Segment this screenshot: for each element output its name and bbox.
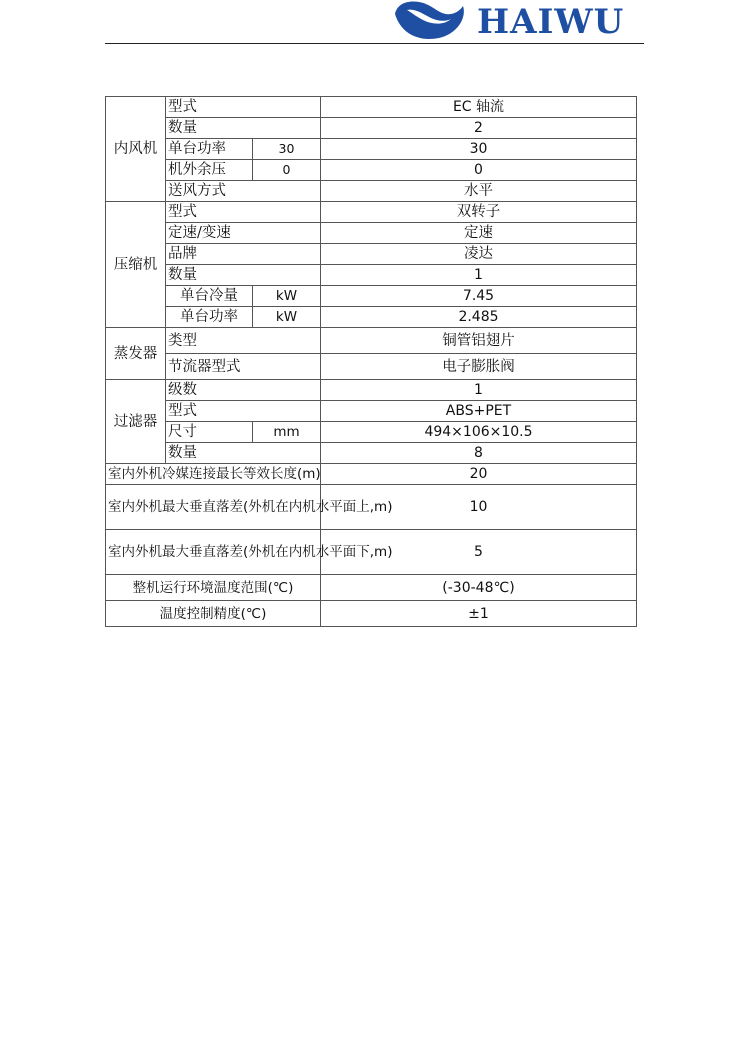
row-label: 定速/变速: [166, 223, 321, 244]
row-unit: 0: [253, 160, 321, 181]
table-row: [106, 485, 637, 530]
table-row: [106, 464, 637, 485]
table-row: [106, 443, 637, 464]
row-value: 0: [321, 160, 637, 181]
row-label: 型式: [166, 97, 321, 118]
table-row: [106, 202, 637, 223]
table-row: [106, 139, 637, 160]
row-value: 2.485: [321, 307, 637, 328]
row-unit: 30: [253, 139, 321, 160]
table-row: [106, 328, 637, 354]
row-label: 单台冷量: [166, 286, 253, 307]
row-value: 2: [321, 118, 637, 139]
row-value: 494×106×10.5: [321, 422, 637, 443]
table-row: [106, 118, 637, 139]
row-label: 型式: [166, 202, 321, 223]
category-indoor-fan: 内风机: [106, 97, 166, 202]
row-value: 7.45: [321, 286, 637, 307]
row-value: 水平: [321, 181, 637, 202]
wave-logo-icon: [393, 0, 473, 44]
table-row: [106, 422, 637, 443]
row-label: 整机运行环境温度范围(℃): [106, 575, 321, 601]
table-row: [106, 97, 637, 118]
row-label: 尺寸: [166, 422, 253, 443]
table-row: [106, 181, 637, 202]
row-value: 铜管铝翅片: [321, 328, 637, 354]
row-value: EC 轴流: [321, 97, 637, 118]
brand-logo: [393, 0, 628, 44]
table-row: [106, 354, 637, 380]
row-label: 单台功率: [166, 307, 253, 328]
row-value: 8: [321, 443, 637, 464]
table-row: [106, 307, 637, 328]
row-value: 1: [321, 265, 637, 286]
category-compressor: 压缩机: [106, 202, 166, 328]
row-value: (-30-48℃): [321, 575, 637, 601]
table-row: [106, 575, 637, 601]
row-label: 级数: [166, 380, 321, 401]
table-row: [106, 223, 637, 244]
table-row: [106, 286, 637, 307]
row-value: 双转子: [321, 202, 637, 223]
table-row: [106, 601, 637, 627]
row-unit: kW: [253, 307, 321, 328]
row-unit: mm: [253, 422, 321, 443]
row-value: 凌达: [321, 244, 637, 265]
row-label: 室内外机冷媒连接最长等效长度(m): [106, 464, 321, 485]
table-row: [106, 160, 637, 181]
row-label: 机外余压: [166, 160, 253, 181]
row-label: 数量: [166, 118, 321, 139]
row-value: 10: [321, 485, 637, 530]
table-row: [106, 244, 637, 265]
category-filter: 过滤器: [106, 380, 166, 464]
brand-name: HAIWU: [477, 2, 625, 42]
row-label: 节流器型式: [166, 354, 321, 380]
header-divider: [105, 43, 644, 44]
row-label: 温度控制精度(℃): [106, 601, 321, 627]
row-label: 品牌: [166, 244, 321, 265]
row-label: 类型: [166, 328, 321, 354]
page-header: [0, 0, 750, 50]
row-value: 30: [321, 139, 637, 160]
table-row: [106, 530, 637, 575]
row-label: 送风方式: [166, 181, 321, 202]
row-label: 室内外机最大垂直落差(外机在内机水平面上,m): [106, 485, 321, 530]
row-label: 数量: [166, 265, 321, 286]
row-value: 20: [321, 464, 637, 485]
category-evaporator: 蒸发器: [106, 328, 166, 380]
row-value: 定速: [321, 223, 637, 244]
row-value: 5: [321, 530, 637, 575]
table-row: [106, 380, 637, 401]
row-unit: kW: [253, 286, 321, 307]
row-label: 室内外机最大垂直落差(外机在内机水平面下,m): [106, 530, 321, 575]
row-label: 数量: [166, 443, 321, 464]
table-row: [106, 401, 637, 422]
row-label: 型式: [166, 401, 321, 422]
row-value: 1: [321, 380, 637, 401]
row-value: ±1: [321, 601, 637, 627]
spec-table: [105, 96, 637, 627]
row-value: 电子膨胀阀: [321, 354, 637, 380]
row-label: 单台功率: [166, 139, 253, 160]
row-value: ABS+PET: [321, 401, 637, 422]
table-row: [106, 265, 637, 286]
